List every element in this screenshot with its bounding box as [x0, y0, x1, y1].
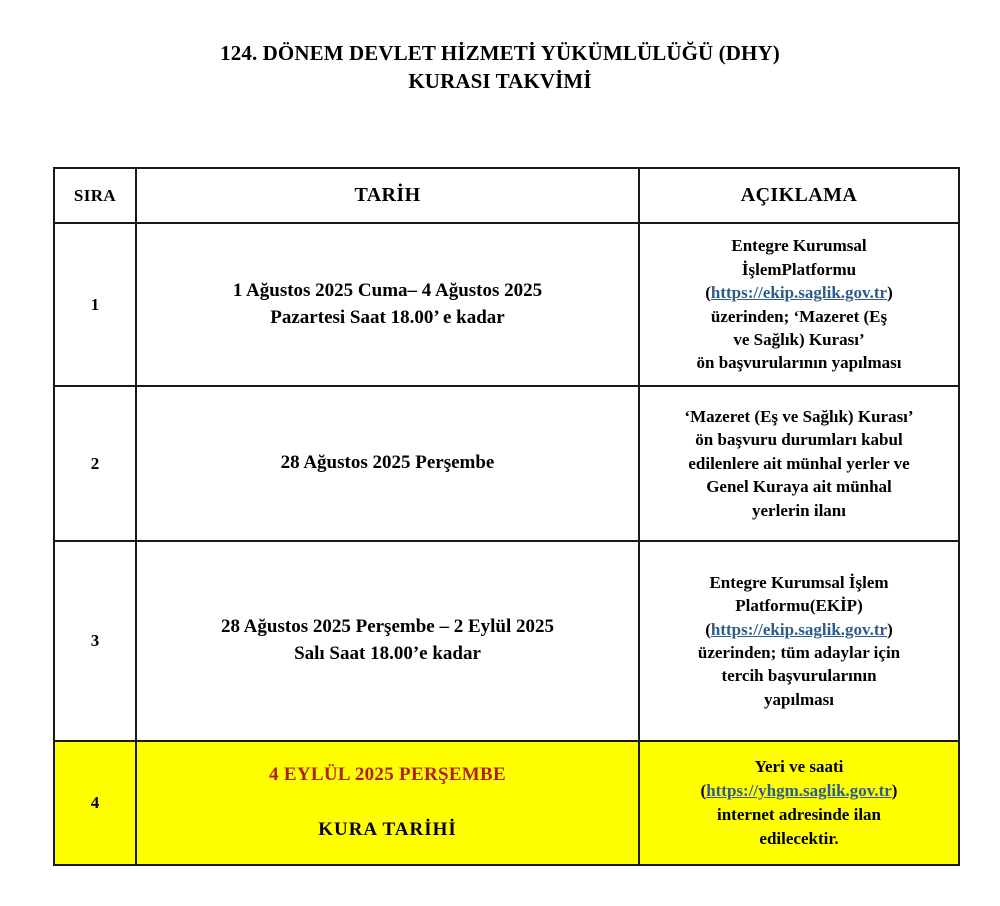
page-title — [0, 0, 1000, 95]
description-line-5: yapılması — [764, 689, 834, 709]
description-line-2: İşlemPlatformu — [741, 259, 857, 279]
description-line-2: ön başvuru durumları kabul — [695, 430, 903, 450]
table-row — [54, 386, 959, 541]
description-line-5: yerlerin ilanı — [752, 500, 846, 520]
description-line-4: Genel Kuraya ait münhal — [706, 477, 892, 497]
description-link-wrapper — [705, 620, 893, 639]
description-link-wrapper — [701, 781, 898, 800]
row-date — [136, 223, 639, 386]
description-line-1: Yeri ve saati — [754, 757, 844, 777]
description-line-1: Entegre Kurumsal — [731, 236, 867, 256]
open-paren: ( — [705, 619, 711, 639]
row-number: 2 — [54, 386, 136, 541]
open-paren: ( — [700, 781, 707, 801]
row-date-line-2: Pazartesi Saat 18.00’ e kadar — [270, 306, 505, 328]
table-row — [54, 541, 959, 741]
row-date-line-1: 1 Ağustos 2025 Cuma– 4 Ağustos 2025 — [232, 279, 543, 301]
close-paren: ) — [891, 781, 898, 801]
table-row — [54, 223, 959, 386]
description-line-1: Entegre Kurumsal İşlem — [709, 572, 889, 592]
ekip-portal-link[interactable]: https://ekip.saglik.gov.tr — [710, 619, 888, 639]
description-line-4: tercih başvurularının — [721, 666, 877, 686]
kura-date-text: 4 EYLÜL 2025 PERŞEMBE — [269, 764, 506, 786]
column-header-aciklama: AÇIKLAMA — [639, 168, 959, 223]
description-line-4: ve Sağlık) Kurası’ — [733, 329, 865, 349]
description-line-3: internet adresinde ilan — [716, 805, 882, 824]
column-header-sira: SIRA — [54, 168, 136, 223]
row-number: 4 — [54, 741, 136, 865]
page-title-line-2: KURASI TAKVİMİ — [408, 68, 592, 93]
row-description — [639, 541, 959, 741]
row-date-line-1: 28 Ağustos 2025 Perşembe — [280, 452, 495, 474]
table-header — [54, 168, 959, 223]
row-date — [136, 741, 639, 865]
table-header-row — [54, 168, 959, 223]
description-line-4: edilecektir. — [759, 828, 839, 848]
description-line-3: üzerinden; ‘Mazeret (Eş — [710, 306, 888, 326]
row-date — [136, 541, 639, 741]
table-row-highlighted — [54, 741, 959, 865]
close-paren: ) — [887, 283, 893, 303]
row-number: 3 — [54, 541, 136, 741]
yhgm-portal-link[interactable]: https://yhgm.saglik.gov.tr — [706, 781, 892, 801]
kura-label-text: KURA TARİHİ — [318, 819, 457, 840]
row-description — [639, 386, 959, 541]
description-line-2: Platformu(EKİP) — [735, 596, 863, 616]
calendar-table — [53, 167, 960, 866]
row-date-line-2: Salı Saat 18.00’e kadar — [294, 643, 481, 664]
calendar-table-container — [53, 167, 958, 866]
description-link-wrapper — [705, 283, 893, 302]
row-description — [639, 741, 959, 865]
description-line-3: üzerinden; tüm adaylar için — [697, 643, 901, 662]
row-date — [136, 386, 639, 541]
page-title-line-1: 124. DÖNEM DEVLET HİZMETİ YÜKÜMLÜLÜĞÜ (DHY) — [220, 41, 780, 65]
row-number: 1 — [54, 223, 136, 386]
close-paren: ) — [887, 619, 893, 639]
row-date-line-1: 28 Ağustos 2025 Perşembe – 2 Eylül 2025 — [220, 616, 555, 638]
row-description — [639, 223, 959, 386]
ekip-portal-link[interactable]: https://ekip.saglik.gov.tr — [710, 283, 888, 303]
description-line-3: edilenlere ait münhal yerler ve — [688, 453, 910, 473]
description-line-1: ‘Mazeret (Eş ve Sağlık) Kurası’ — [684, 406, 914, 426]
table-body — [54, 223, 959, 865]
open-paren: ( — [705, 283, 711, 303]
description-line-5: ön başvurularının yapılması — [696, 353, 902, 373]
column-header-tarih: TARİH — [136, 168, 639, 223]
